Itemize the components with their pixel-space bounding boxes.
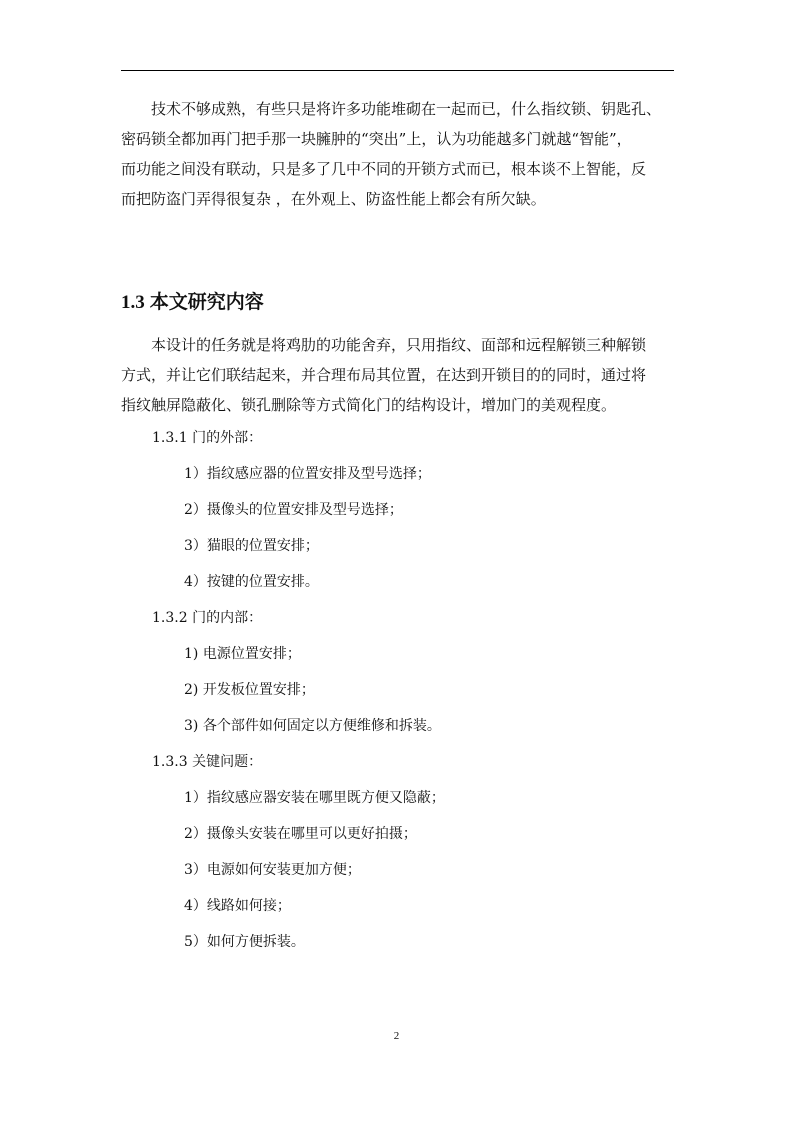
outline-item: 1) 电源位置安排； [184,646,301,662]
outline-item: 1）指纹感应器的位置安排及型号选择； [184,466,431,482]
outline-item: 2）摄像头安装在哪里可以更好拍摄； [184,826,417,842]
outline-heading: 1.3.3 关键问题： [152,754,263,770]
outline-item: 1）指纹感应器安装在哪里既方便又隐蔽； [184,790,445,806]
paragraph-line: 技术不够成熟，有些只是将许多功能堆砌在一起而已，什么指纹锁、钥匙孔、 [151,100,662,118]
outline-item: 4）线路如何接； [184,898,291,914]
outline-item: 2）摄像头的位置安排及型号选择； [184,502,403,518]
paragraph-line: 指纹触屏隐蔽化、锁孔删除等方式简化门的结构设计，增加门的美观程度。 [121,396,617,414]
section-title: 本文研究内容 [149,291,264,313]
outline-item: 3) 各个部件如何固定以方便维修和拆装。 [184,718,441,734]
outline-heading: 1.3.2 门的内部： [152,610,263,626]
page-number: 2 [393,1030,400,1042]
outline-item: 5）如何方便拆装。 [184,934,305,950]
outline-item: 4）按键的位置安排。 [184,574,319,590]
section-number: 1.3 [121,292,145,313]
section-heading [121,287,264,318]
paragraph-line: 本设计的任务就是将鸡肋的功能舍弃，只用指纹、面部和远程解锁三种解锁 [151,336,647,354]
outline-heading: 1.3.1 门的外部： [152,430,263,446]
outline-item: 3）电源如何安装更加方便； [184,862,361,878]
paragraph-line: 方式，并让它们联结起来，并合理布局其位置，在达到开锁目的的同时，通过将 [121,366,647,384]
paragraph-task [121,330,677,420]
outline-item: 2) 开发板位置安排； [184,682,315,698]
outline-item: 3）猫眼的位置安排； [184,538,319,554]
paragraph-line: 而把防盗门弄得很复杂 ，在外观上、防盗性能上都会有所欠缺。 [121,190,546,208]
paragraph-intro [121,94,677,214]
header-rule [121,70,674,71]
paragraph-line: 而功能之间没有联动，只是多了几中不同的开锁方式而已，根本谈不上智能，反 [121,160,647,178]
paragraph-line: 密码锁全都加再门把手那一块臃肿的“突出”上，认为功能越多门就越“智能”， [121,130,632,148]
